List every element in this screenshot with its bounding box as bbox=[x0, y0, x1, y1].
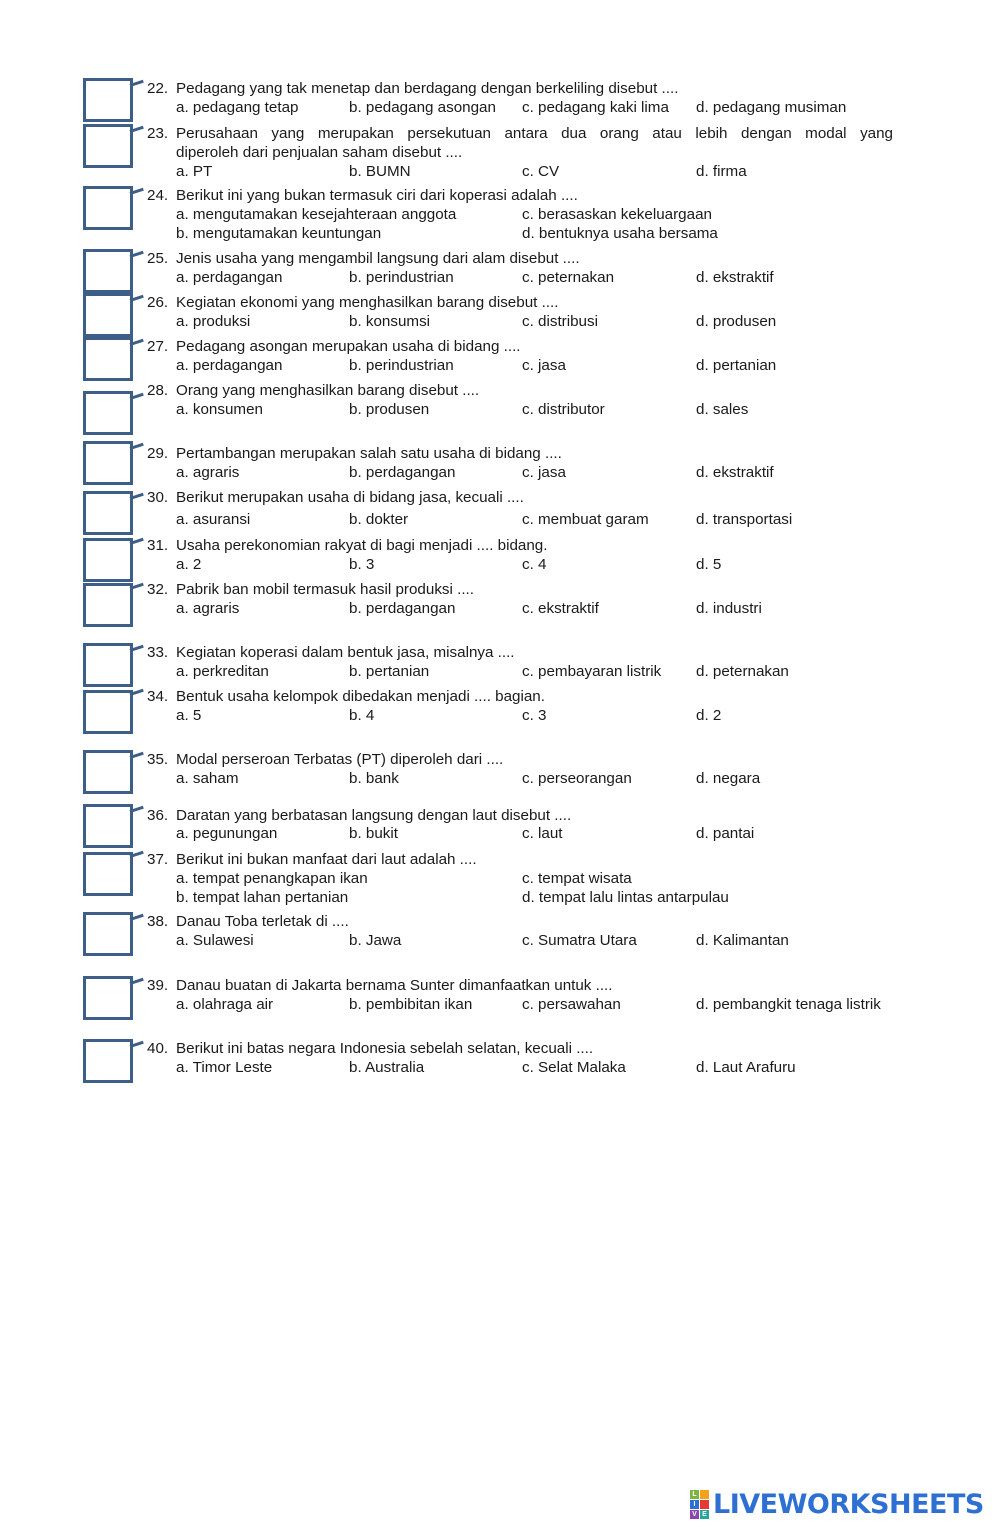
question-number: 33. bbox=[147, 644, 169, 661]
logo-cell: I bbox=[690, 1500, 699, 1509]
option-d: d. 2 bbox=[696, 707, 722, 724]
option-b: b. perindustrian bbox=[349, 269, 454, 286]
option-c: c. persawahan bbox=[522, 996, 621, 1013]
logo-cell: E bbox=[700, 1510, 709, 1519]
answer-box-25[interactable] bbox=[83, 249, 133, 293]
option-b: b. perdagangan bbox=[349, 600, 456, 617]
option-d: d. pembangkit tenaga listrik bbox=[696, 996, 881, 1013]
option-d: d. pertanian bbox=[696, 357, 777, 374]
option-c: c. CV bbox=[522, 163, 560, 180]
option-c: c. pembayaran listrik bbox=[522, 663, 662, 680]
question-text: Kegiatan koperasi dalam bentuk jasa, misalnya .... bbox=[176, 644, 515, 661]
option-b: b. perdagangan bbox=[349, 464, 456, 481]
answer-box-37[interactable] bbox=[83, 852, 133, 896]
option-a: a. PT bbox=[176, 163, 213, 180]
option-c: c. membuat garam bbox=[522, 511, 649, 528]
question-number: 22. bbox=[147, 80, 169, 97]
option-a: a. pedagang tetap bbox=[176, 99, 299, 116]
option-c: c. distribusi bbox=[522, 313, 598, 330]
option-a: a. agraris bbox=[176, 600, 240, 617]
question-text: Berikut ini batas negara Indonesia sebelah selatan, kecuali .... bbox=[176, 1040, 594, 1057]
question-number: 26. bbox=[147, 294, 169, 311]
option-b: b. tempat lahan pertanian bbox=[176, 889, 349, 906]
option-d: d. tempat lalu lintas antarpulau bbox=[522, 889, 729, 906]
question-text: Bentuk usaha kelompok dibedakan menjadi .... bagian. bbox=[176, 688, 545, 705]
logo-text: LIVEWORKSHEETS bbox=[713, 1488, 984, 1520]
option-d: d. peternakan bbox=[696, 663, 789, 680]
question-number: 38. bbox=[147, 913, 169, 930]
option-d: d. firma bbox=[696, 163, 747, 180]
option-c: c. Sumatra Utara bbox=[522, 932, 637, 949]
option-c: c. tempat wisata bbox=[522, 870, 632, 887]
question-text: Pedagang asongan merupakan usaha di bidang .... bbox=[176, 338, 521, 355]
option-a: a. perdagangan bbox=[176, 269, 283, 286]
option-b: b. bukit bbox=[349, 825, 398, 842]
option-a: a. saham bbox=[176, 770, 239, 787]
option-a: a. tempat penangkapan ikan bbox=[176, 870, 368, 887]
option-d: d. pantai bbox=[696, 825, 755, 842]
question-text: Pertambangan merupakan salah satu usaha di bidang .... bbox=[176, 445, 562, 462]
option-d: d. bentuknya usaha bersama bbox=[522, 225, 718, 242]
option-c: c. pedagang kaki lima bbox=[522, 99, 669, 116]
option-a: a. agraris bbox=[176, 464, 240, 481]
option-c: c. 4 bbox=[522, 556, 547, 573]
answer-box-28[interactable] bbox=[83, 391, 133, 435]
option-a: a. pegunungan bbox=[176, 825, 278, 842]
option-b: b. pembibitan ikan bbox=[349, 996, 473, 1013]
answer-box-34[interactable] bbox=[83, 690, 133, 734]
option-d: d. ekstraktif bbox=[696, 464, 774, 481]
answer-box-23[interactable] bbox=[83, 124, 133, 168]
answer-box-35[interactable] bbox=[83, 750, 133, 794]
option-c: c. peternakan bbox=[522, 269, 615, 286]
option-d: d. produsen bbox=[696, 313, 777, 330]
option-a: a. Timor Leste bbox=[176, 1059, 273, 1076]
option-b: b. dokter bbox=[349, 511, 409, 528]
option-c: c. jasa bbox=[522, 464, 566, 481]
option-d: d. pedagang musiman bbox=[696, 99, 847, 116]
option-b: b. perindustrian bbox=[349, 357, 454, 374]
answer-box-22[interactable] bbox=[83, 78, 133, 122]
question-number: 32. bbox=[147, 581, 169, 598]
question-text: Pabrik ban mobil termasuk hasil produksi .... bbox=[176, 581, 474, 598]
question-text: Berikut merupakan usaha di bidang jasa, kecuali .... bbox=[176, 489, 524, 506]
question-text: Kegiatan ekonomi yang menghasilkan barang disebut .... bbox=[176, 294, 559, 311]
question-number: 28. bbox=[147, 382, 169, 399]
option-d: d. ekstraktif bbox=[696, 269, 774, 286]
question-text: Danau buatan di Jakarta bernama Sunter dimanfaatkan untuk .... bbox=[176, 977, 613, 994]
question-text: Daratan yang berbatasan langsung dengan laut disebut .... bbox=[176, 807, 572, 824]
option-a: a. perkreditan bbox=[176, 663, 269, 680]
option-d: d. transportasi bbox=[696, 511, 793, 528]
question-number: 39. bbox=[147, 977, 169, 994]
option-a: a. olahraga air bbox=[176, 996, 274, 1013]
question-text: Jenis usaha yang mengambil langsung dari alam disebut .... bbox=[176, 250, 580, 267]
answer-box-27[interactable] bbox=[83, 337, 133, 381]
option-a: a. 5 bbox=[176, 707, 202, 724]
question-number: 24. bbox=[147, 187, 169, 204]
logo-cell bbox=[700, 1500, 709, 1509]
question-text: Danau Toba terletak di .... bbox=[176, 913, 349, 930]
question-number: 36. bbox=[147, 807, 169, 824]
question-number: 31. bbox=[147, 537, 169, 554]
option-c: c. laut bbox=[522, 825, 563, 842]
answer-box-32[interactable] bbox=[83, 583, 133, 627]
option-d: d. sales bbox=[696, 401, 749, 418]
question-number: 29. bbox=[147, 445, 169, 462]
answer-box-38[interactable] bbox=[83, 912, 133, 956]
answer-box-33[interactable] bbox=[83, 643, 133, 687]
question-text: Berikut ini bukan manfaat dari laut adalah .... bbox=[176, 851, 477, 868]
option-a: a. produksi bbox=[176, 313, 251, 330]
question-text: Usaha perekonomian rakyat di bagi menjadi .... bidang. bbox=[176, 537, 548, 554]
question-text: Berikut ini yang bukan termasuk ciri dari koperasi adalah .... bbox=[176, 187, 578, 204]
answer-box-24[interactable] bbox=[83, 186, 133, 230]
question-number: 25. bbox=[147, 250, 169, 267]
question-text: Orang yang menghasilkan barang disebut .... bbox=[176, 382, 480, 399]
option-b: b. pertanian bbox=[349, 663, 430, 680]
logo-grid-icon bbox=[690, 1490, 709, 1519]
question-text-line1: Perusahaan yang merupakan persekutuan antara dua orang atau lebih dengan modal yang bbox=[176, 125, 893, 142]
answer-box-26[interactable] bbox=[83, 293, 133, 337]
question-number: 23. bbox=[147, 125, 169, 142]
logo-cell bbox=[700, 1490, 709, 1499]
option-b: b. BUMN bbox=[349, 163, 411, 180]
question-number: 35. bbox=[147, 751, 169, 768]
option-d: d. industri bbox=[696, 600, 762, 617]
option-c: c. distributor bbox=[522, 401, 605, 418]
option-c: c. ekstraktif bbox=[522, 600, 599, 617]
liveworksheets-logo bbox=[690, 1486, 984, 1522]
answer-box-39[interactable] bbox=[83, 976, 133, 1020]
option-a: a. perdagangan bbox=[176, 357, 283, 374]
option-d: d. Laut Arafuru bbox=[696, 1059, 796, 1076]
question-text: Modal perseroan Terbatas (PT) diperoleh dari .... bbox=[176, 751, 504, 768]
option-a: a. konsumen bbox=[176, 401, 263, 418]
logo-cell: V bbox=[690, 1510, 699, 1519]
option-a: a. 2 bbox=[176, 556, 202, 573]
logo-cell: L bbox=[690, 1490, 699, 1499]
question-number: 27. bbox=[147, 338, 169, 355]
question-text-line2: diperoleh dari penjualan saham disebut .... bbox=[176, 144, 463, 161]
option-b: b. pedagang asongan bbox=[349, 99, 496, 116]
option-b: b. 4 bbox=[349, 707, 375, 724]
option-c: c. Selat Malaka bbox=[522, 1059, 626, 1076]
option-c: c. jasa bbox=[522, 357, 566, 374]
option-c: c. berasaskan kekeluargaan bbox=[522, 206, 712, 223]
question-text: Pedagang yang tak menetap dan berdagang dengan berkeliling disebut .... bbox=[176, 80, 679, 97]
answer-box-36[interactable] bbox=[83, 804, 133, 848]
option-a: a. Sulawesi bbox=[176, 932, 254, 949]
option-b: b. Australia bbox=[349, 1059, 425, 1076]
option-d: d. 5 bbox=[696, 556, 722, 573]
option-d: d. negara bbox=[696, 770, 761, 787]
question-number: 34. bbox=[147, 688, 169, 705]
option-b: b. produsen bbox=[349, 401, 430, 418]
answer-box-29[interactable] bbox=[83, 441, 133, 485]
option-d: d. Kalimantan bbox=[696, 932, 789, 949]
question-number: 40. bbox=[147, 1040, 169, 1057]
option-b: b. konsumsi bbox=[349, 313, 431, 330]
option-a: a. mengutamakan kesejahteraan anggota bbox=[176, 206, 457, 223]
option-b: b. Jawa bbox=[349, 932, 402, 949]
question-number: 37. bbox=[147, 851, 169, 868]
option-b: b. bank bbox=[349, 770, 399, 787]
option-a: a. asuransi bbox=[176, 511, 251, 528]
answer-box-40[interactable] bbox=[83, 1039, 133, 1083]
answer-box-31[interactable] bbox=[83, 538, 133, 582]
question-number: 30. bbox=[147, 489, 169, 506]
option-b: b. mengutamakan keuntungan bbox=[176, 225, 382, 242]
option-b: b. 3 bbox=[349, 556, 375, 573]
answer-box-30[interactable] bbox=[83, 491, 133, 535]
option-c: c. 3 bbox=[522, 707, 547, 724]
option-c: c. perseorangan bbox=[522, 770, 632, 787]
